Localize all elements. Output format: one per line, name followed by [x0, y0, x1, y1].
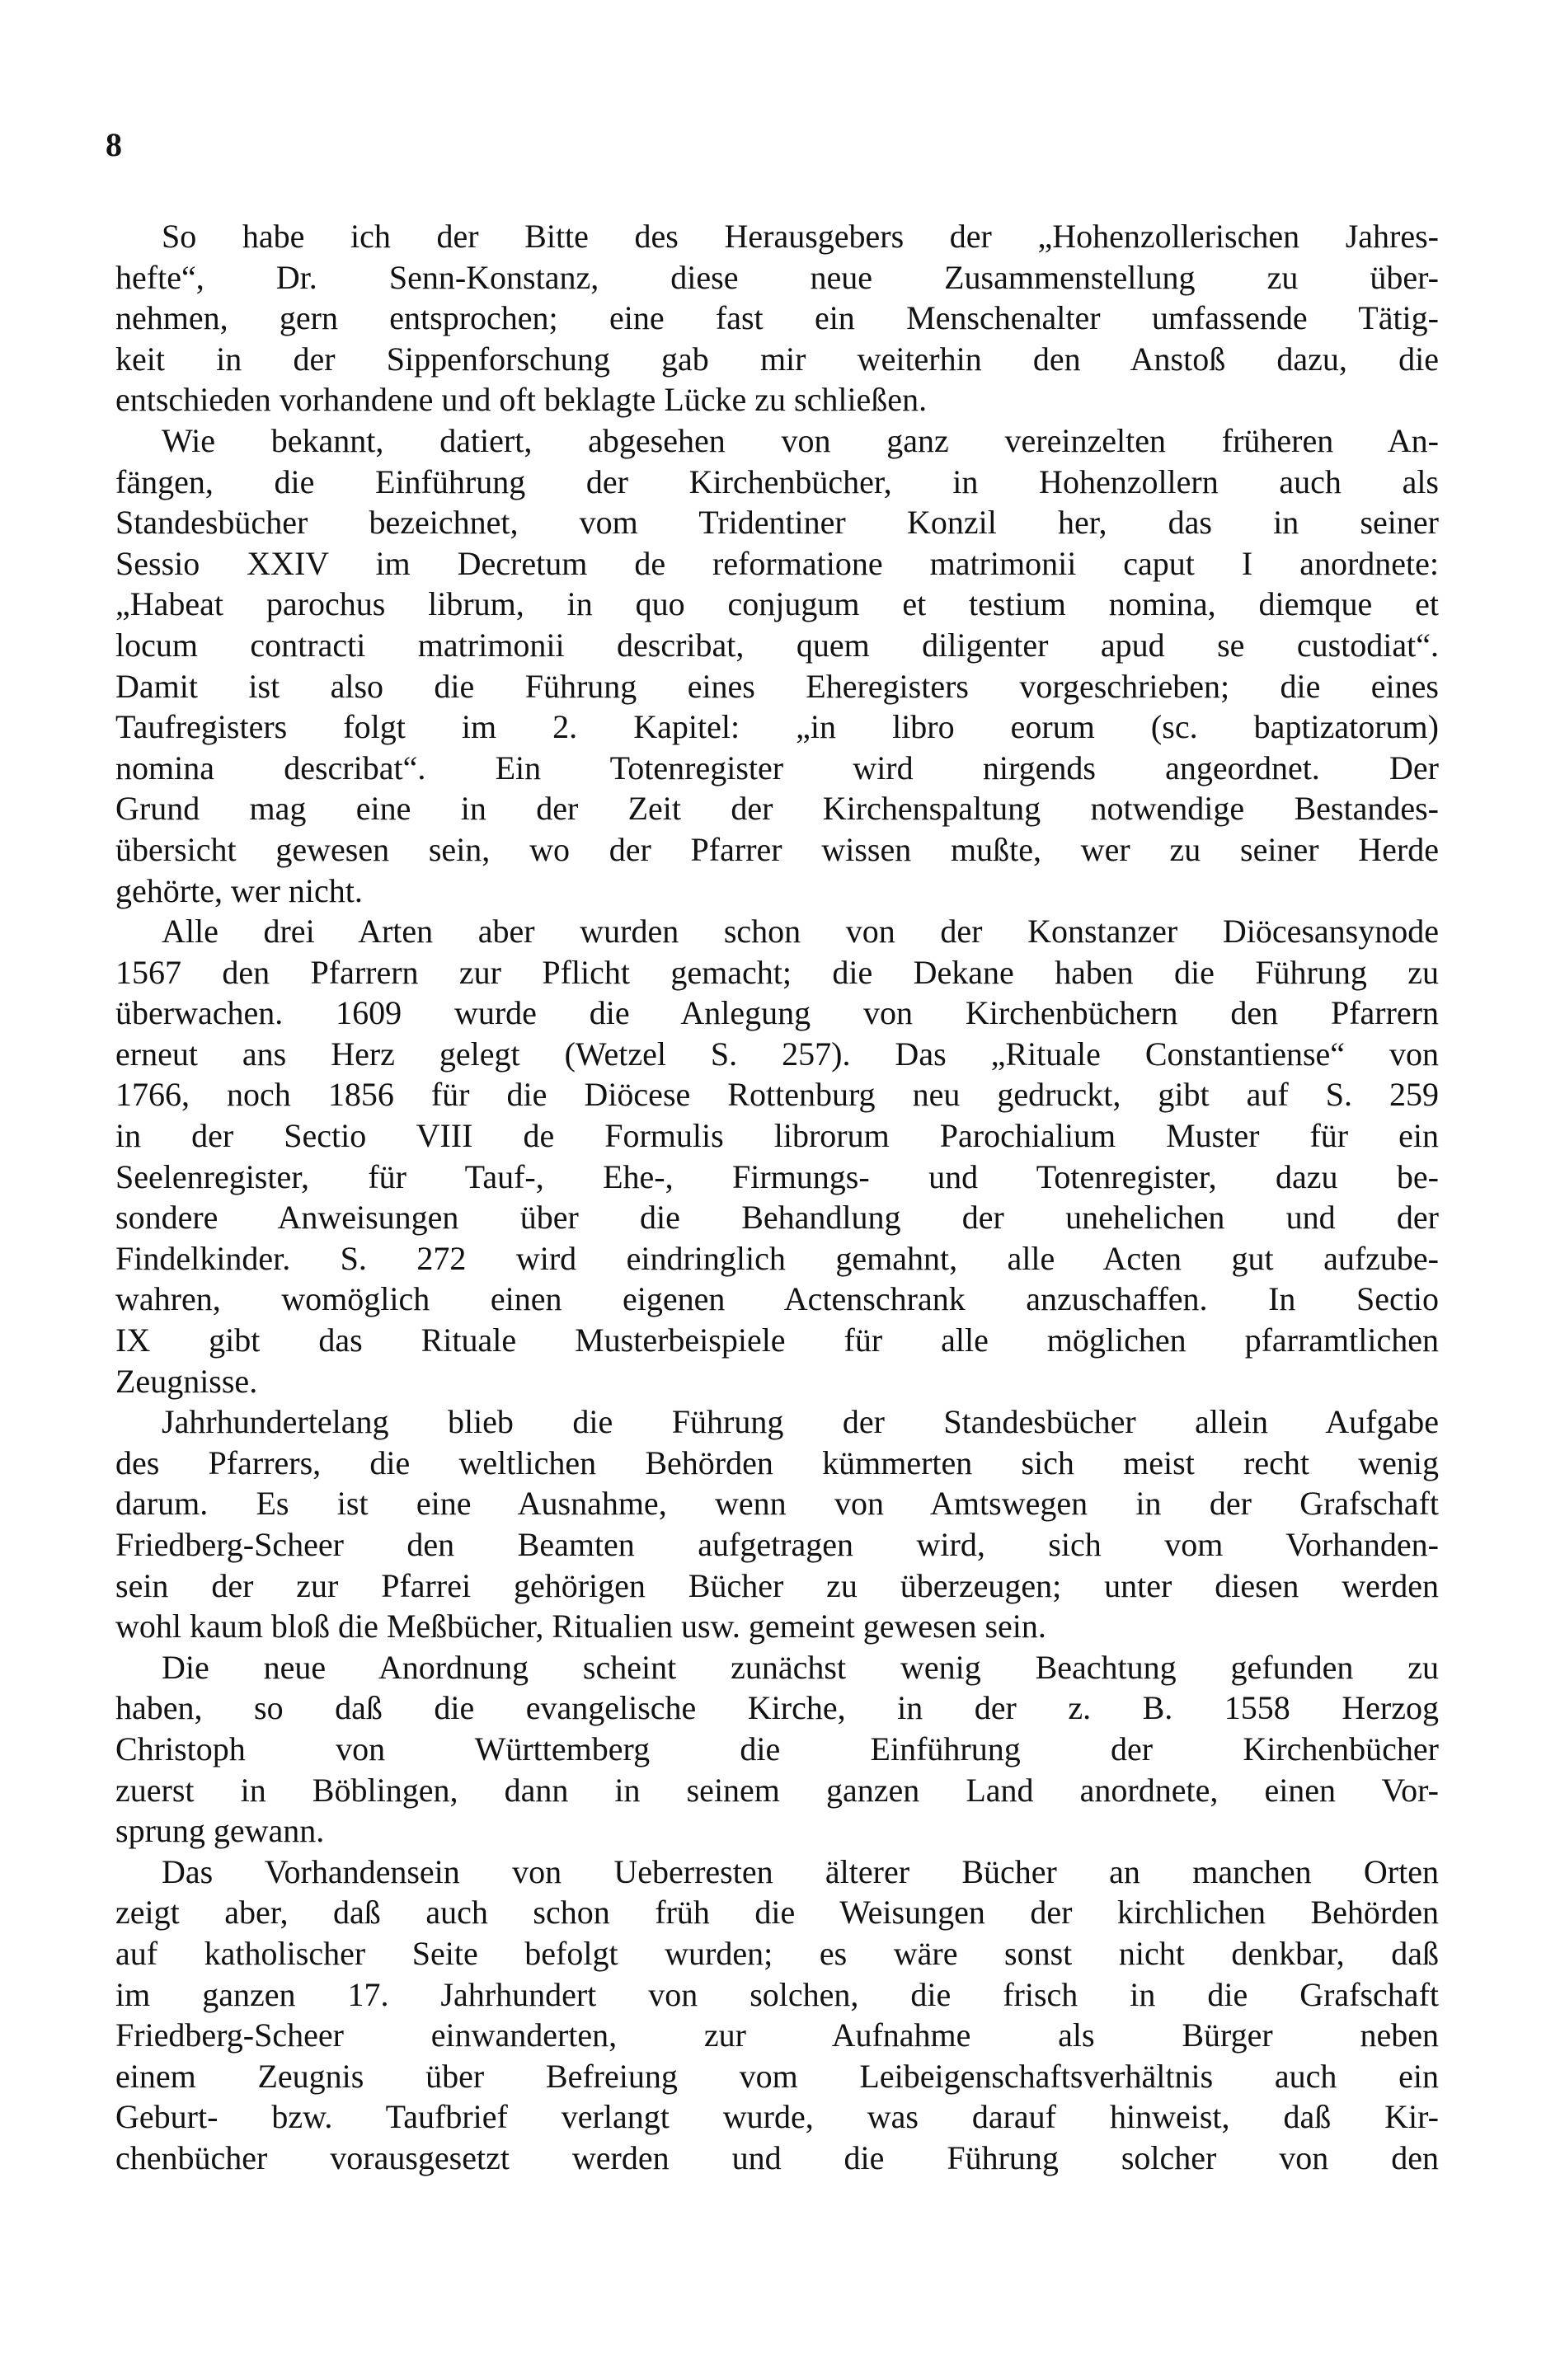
text-line: Christoph von Württemberg die Einführung der Kirchenbücher — [115, 1730, 1439, 1767]
text-line: 1567 den Pfarrern zur Pflicht gemacht; die Dekane haben die Führung zu — [115, 953, 1439, 991]
text-line: zuerst in Böblingen, dann in seinem ganzen Land anordnete, einen Vor- — [115, 1771, 1439, 1809]
text-line: entschieden vorhandene und oft beklagte Lücke zu schließen. — [115, 381, 928, 419]
text-line: einem Zeugnis über Befreiung vom Leibeigenschaftsverhältnis auch ein — [115, 2057, 1439, 2095]
text-line: fängen, die Einführung der Kirchenbücher, in Hohenzollern auch als — [115, 462, 1439, 500]
text-line: chenbücher vorausgesetzt werden und die Führung solcher von den — [115, 2138, 1439, 2176]
text-line: wohl kaum bloß die Meßbücher, Ritualien usw. gemeint gewesen sein. — [115, 1608, 1046, 1645]
text-line: übersicht gewesen sein, wo der Pfarrer wissen mußte, wer zu seiner Herde — [115, 830, 1439, 868]
text-line: Grund mag eine in der Zeit der Kirchenspaltung notwendige Bestandes- — [115, 790, 1439, 828]
text-line: Standesbücher bezeichnet, vom Tridentiner Konzil her, das in seiner — [115, 504, 1439, 542]
text-line: überwachen. 1609 wurde die Anlegung von Kirchenbüchern den Pfarrern — [115, 994, 1439, 1032]
text-line: 1766, noch 1856 für die Diöcese Rottenburg neu gedruckt, gibt auf S. 259 — [115, 1076, 1439, 1114]
text-line: Jahrhundertelang blieb die Führung der Standesbücher allein Aufgabe — [162, 1403, 1439, 1441]
text-line: hefte“, Dr. Senn-Konstanz, diese neue Zusammenstellung zu über- — [115, 258, 1439, 296]
text-line: nehmen, gern entsprochen; eine fast ein Menschenalter umfassende Tätig- — [115, 299, 1439, 337]
text-line: Friedberg-Scheer den Beamten aufgetragen wird, sich vom Vorhanden- — [115, 1526, 1439, 1563]
text-line: Die neue Anordnung scheint zunächst wenig Beachtung gefunden zu — [162, 1648, 1439, 1686]
text-line: Seelenregister, für Tauf-, Ehe-, Firmungs- und Totenregister, dazu be- — [115, 1157, 1439, 1195]
text-line: locum contracti matrimonii describat, quem diligenter apud se custodiat“. — [115, 626, 1439, 664]
text-line: „Habeat parochus librum, in quo conjugum et testium nomina, diemque et — [115, 585, 1439, 623]
text-line: des Pfarrers, die weltlichen Behörden kümmerten sich meist recht wenig — [115, 1443, 1439, 1481]
text-line: Alle drei Arten aber wurden schon von der Konstanzer Diöcesansynode — [162, 913, 1439, 951]
text-line: auf katholischer Seite befolgt wurden; es wäre sonst nicht denkbar, daß — [115, 1934, 1439, 1972]
text-line: Taufregisters folgt im 2. Kapitel: „in libro eorum (sc. baptizatorum) — [115, 708, 1439, 746]
text-line: im ganzen 17. Jahrhundert von solchen, die frisch in die Grafschaft — [115, 1975, 1439, 2013]
text-line: Findelkinder. S. 272 wird eindringlich gemahnt, alle Acten gut aufzube- — [115, 1239, 1439, 1277]
text-line: darum. Es ist eine Ausnahme, wenn von Amtswegen in der Grafschaft — [115, 1485, 1439, 1523]
text-line: Damit ist also die Führung eines Eheregisters vorgeschrieben; die eines — [115, 667, 1439, 705]
body-text — [115, 216, 1439, 2179]
text-line: sein der zur Pfarrei gehörigen Bücher zu überzeugen; unter diesen werden — [115, 1566, 1439, 1604]
text-line: sondere Anweisungen über die Behandlung der unehelichen und der — [115, 1199, 1439, 1237]
text-line: gehörte, wer nicht. — [115, 871, 363, 909]
text-line: nomina describat“. Ein Totenregister wird nirgends angeordnet. Der — [115, 749, 1439, 786]
text-line: erneut ans Herz gelegt (Wetzel S. 257). Das „Rituale Constantiense“ von — [115, 1035, 1439, 1073]
text-line: zeigt aber, daß auch schon früh die Weisungen der kirchlichen Behörden — [115, 1894, 1439, 1932]
text-line: Wie bekannt, datiert, abgesehen von ganz vereinzelten früheren An- — [162, 421, 1439, 459]
text-line: haben, so daß die evangelische Kirche, in der z. B. 1558 Herzog — [115, 1689, 1439, 1727]
text-line: Sessio XXIV im Decretum de reformatione matrimonii caput I anordnete: — [115, 544, 1439, 582]
text-line: sprung gewann. — [115, 1812, 325, 1850]
text-line: IX gibt das Rituale Musterbeispiele für alle möglichen pfarramtlichen — [115, 1321, 1439, 1359]
text-line: wahren, womöglich einen eigenen Actenschrank anzuschaffen. In Sectio — [115, 1280, 1439, 1318]
text-line: Das Vorhandensein von Ueberresten älterer Bücher an manchen Orten — [162, 1852, 1439, 1890]
text-line: Zeugnisse. — [115, 1362, 258, 1400]
text-line: keit in der Sippenforschung gab mir weiterhin den Anstoß dazu, die — [115, 340, 1439, 378]
text-line: Geburt- bzw. Taufbrief verlangt wurde, was darauf hinweist, daß Kir- — [115, 2098, 1439, 2136]
text-line: So habe ich der Bitte des Herausgebers der „Hohenzollerischen Jahres- — [162, 218, 1439, 255]
text-line: in der Sectio VIII de Formulis librorum Parochialium Muster für ein — [115, 1117, 1439, 1155]
text-line: Friedberg-Scheer einwanderten, zur Aufnahme als Bürger neben — [115, 2016, 1439, 2054]
page-number: 8 — [106, 126, 122, 163]
